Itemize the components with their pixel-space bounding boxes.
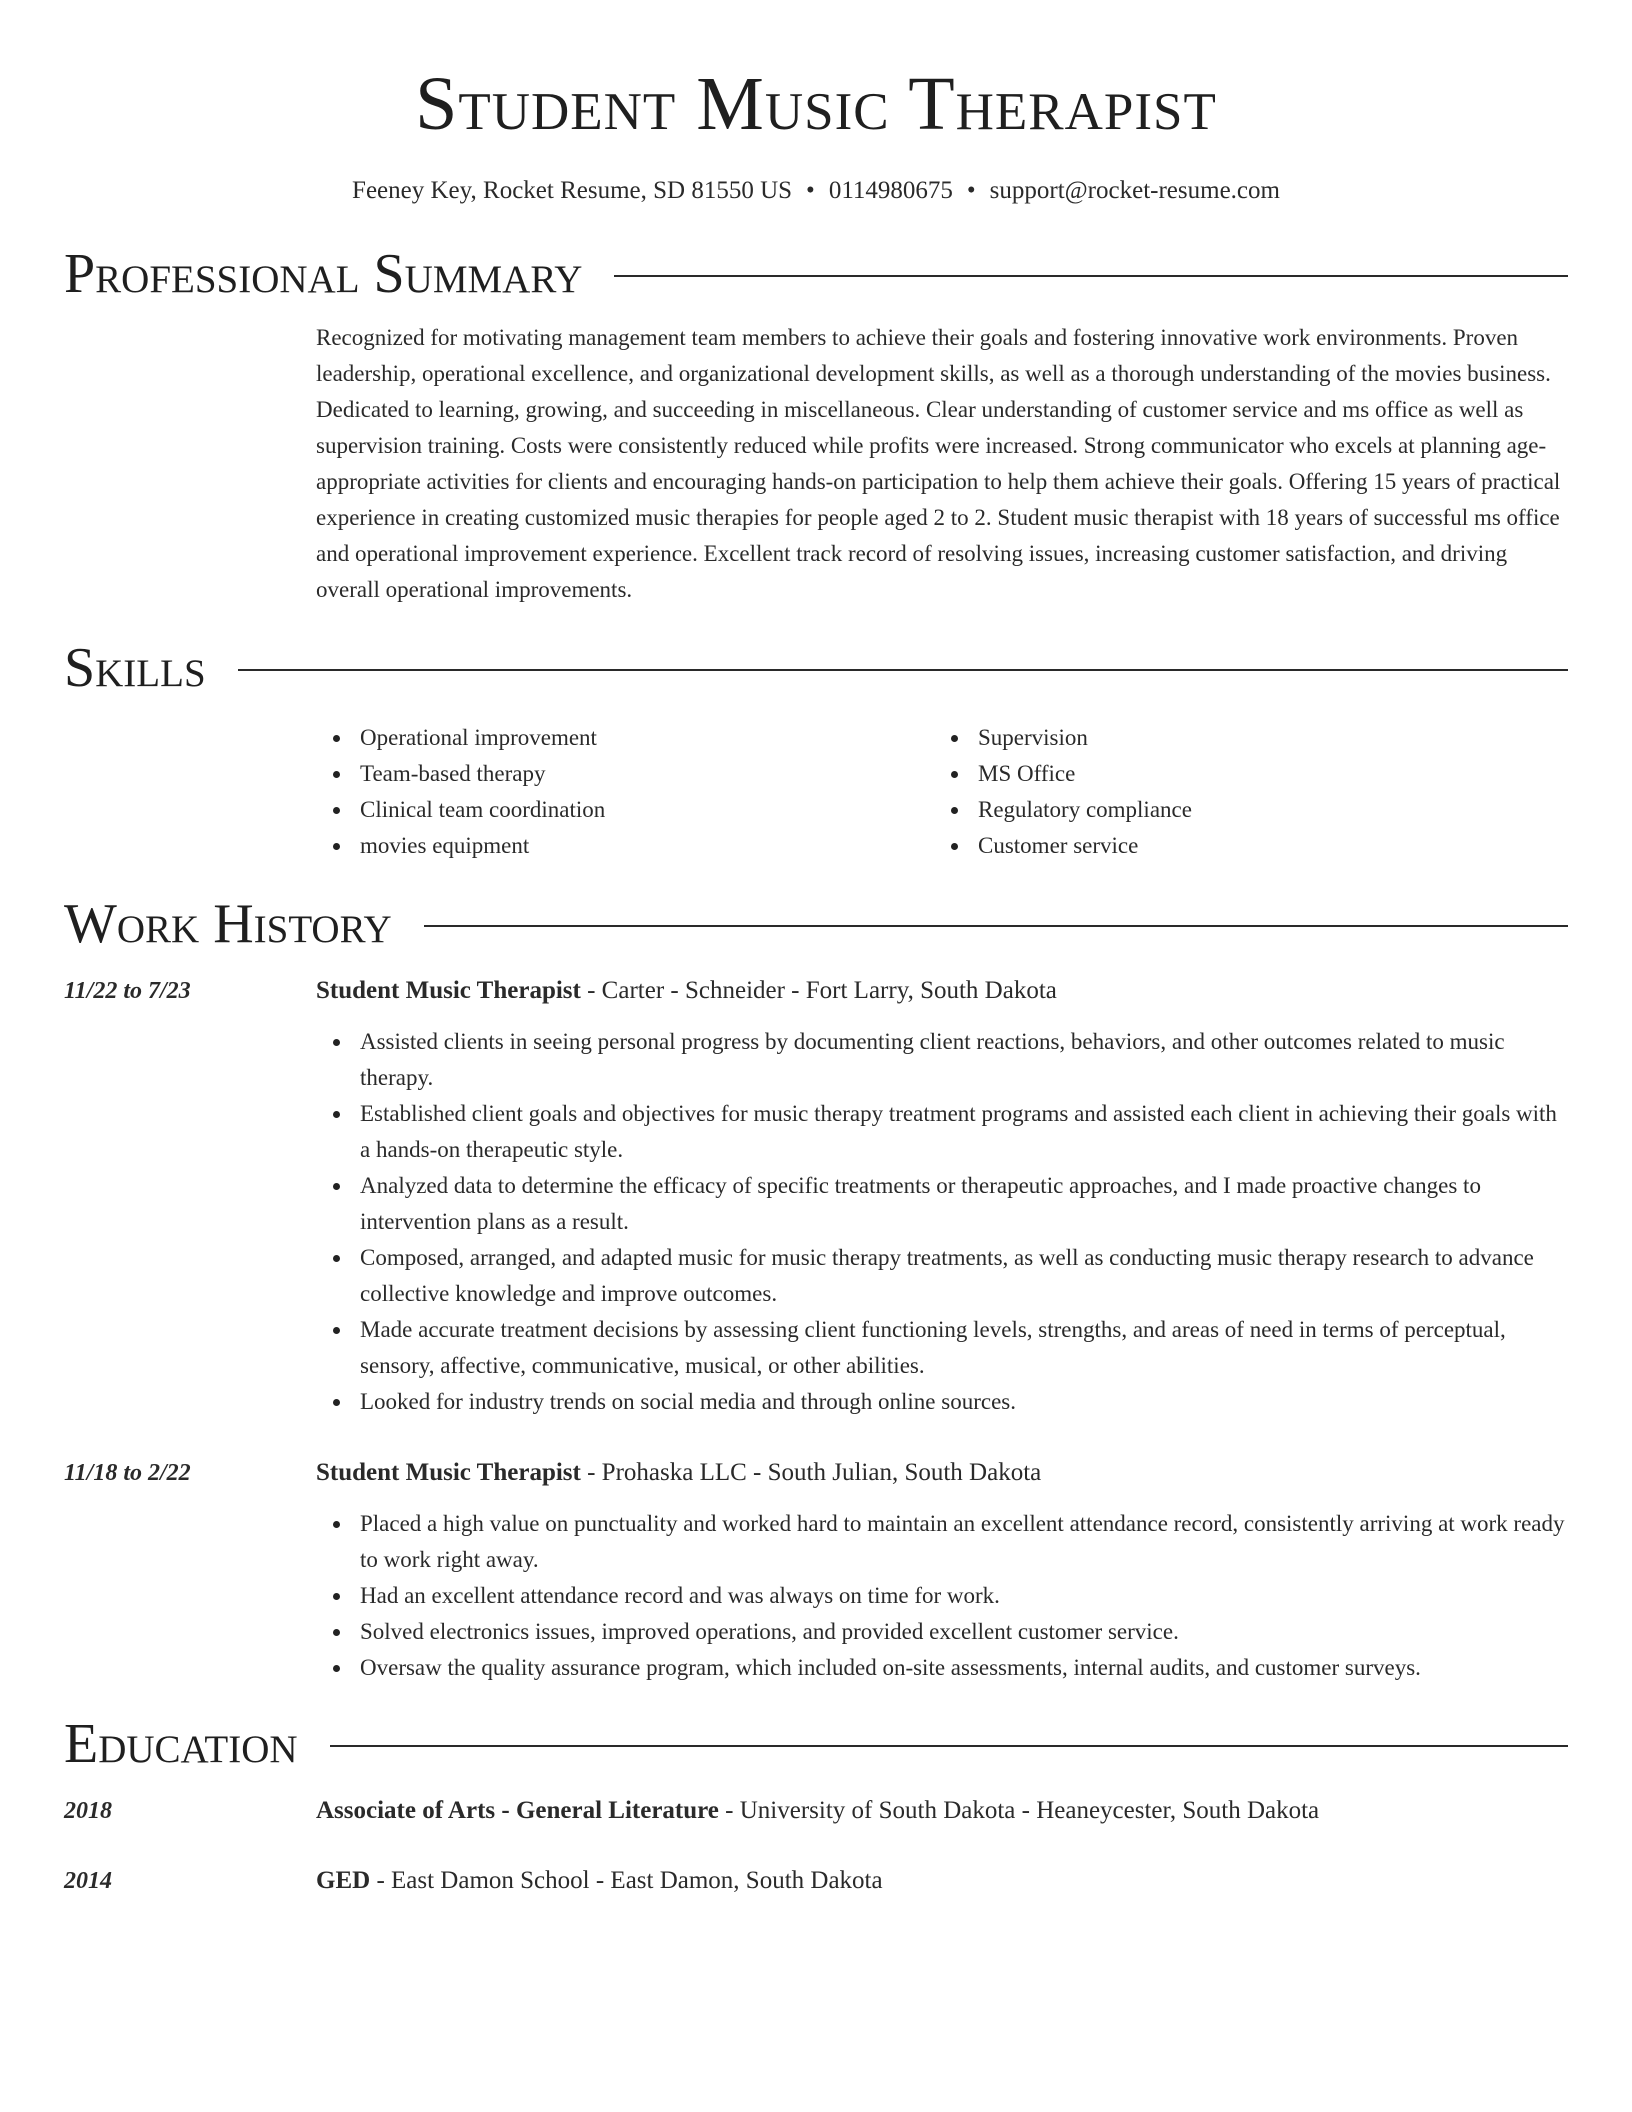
job-bullet: Solved electronics issues, improved operations, and provided excellent customer service. bbox=[316, 1614, 1568, 1650]
skills-column-right bbox=[934, 720, 1552, 864]
job-bullet: Placed a high value on punctuality and worked hard to maintain an excellent attendance record, consistently arriving at work ready to work right away. bbox=[316, 1506, 1568, 1578]
skill-item: Clinical team coordination bbox=[316, 792, 934, 828]
section-divider bbox=[614, 275, 1568, 277]
education-entry bbox=[64, 1864, 1568, 1898]
resume-page bbox=[64, 0, 1568, 1898]
summary-text: Recognized for motivating management team members to achieve their goals and fostering innovative work environments. Proven leadership, operational excellence, and organizational development skills, as well as a thorough understanding of the movies business. Dedicated to learning, growing, and succeeding in miscellaneous. Clear understanding of customer service and ms office as well as supervision training. Costs were consistently reduced while profits were increased. Strong communicator who excels at planning age-appropriate activities for clients and encouraging hands-on participation to help them achieve their goals. Offering 15 years of practical experience in creating customized music therapies for people aged 2 to 2. Student music therapist with 18 years of successful ms office and operational improvement experience. Excellent track record of resolving issues, increasing customer satisfaction, and driving overall operational improvements. bbox=[316, 325, 1561, 602]
job-title-line bbox=[316, 1456, 1568, 1490]
candidate-name: Student Music Therapist bbox=[415, 62, 1217, 146]
skill-item: movies equipment bbox=[316, 828, 934, 864]
skill-item: Supervision bbox=[934, 720, 1552, 756]
contact-email[interactable]: support@rocket-resume.com bbox=[989, 177, 1280, 204]
skill-item: Customer service bbox=[934, 828, 1552, 864]
education-heading: Education bbox=[64, 1713, 298, 1775]
section-divider bbox=[330, 1745, 1568, 1747]
job-bullet: Had an excellent attendance record and was always on time for work. bbox=[316, 1578, 1568, 1614]
job-details: - Carter - Schneider - Fort Larry, South Dakota bbox=[580, 977, 1057, 1004]
job-body bbox=[316, 974, 1568, 1420]
education-degree: GED bbox=[316, 1867, 371, 1894]
education-details: - East Damon School - East Damon, South Dakota bbox=[370, 1867, 883, 1894]
contact-phone: 0114980675 bbox=[828, 177, 953, 204]
education-year: 2018 bbox=[64, 1798, 112, 1824]
work-section-header bbox=[64, 892, 1568, 956]
job-entry bbox=[64, 974, 1568, 1420]
job-title-line bbox=[316, 974, 1568, 1008]
education-entry bbox=[64, 1794, 1568, 1828]
job-bullets bbox=[316, 1506, 1568, 1686]
job-bullets bbox=[316, 1024, 1568, 1420]
job-dates: 11/22 to 7/23 bbox=[64, 978, 191, 1004]
skill-item: MS Office bbox=[934, 756, 1552, 792]
work-heading: Work History bbox=[64, 893, 392, 955]
job-role: Student Music Therapist bbox=[316, 977, 581, 1004]
education-section-header bbox=[64, 1712, 1568, 1776]
contact-line bbox=[64, 176, 1568, 206]
job-bullet: Made accurate treatment decisions by assessing client functioning levels, strengths, and areas of need in terms of perceptual, sensory, affective, communicative, musical, or other abilities. bbox=[316, 1312, 1568, 1384]
education-degree: Associate of Arts - General Literature bbox=[316, 1797, 719, 1824]
job-bullet: Oversaw the quality assurance program, which included on-site assessments, internal audits, and customer surveys. bbox=[316, 1650, 1568, 1686]
contact-address: Feeney Key, Rocket Resume, SD 81550 US bbox=[352, 177, 793, 204]
education-body bbox=[316, 1794, 1568, 1828]
skill-item: Team-based therapy bbox=[316, 756, 934, 792]
job-bullet: Composed, arranged, and adapted music for music therapy treatments, as well as conducting music therapy research to advance collective knowledge and improve outcomes. bbox=[316, 1240, 1568, 1312]
skill-item: Operational improvement bbox=[316, 720, 934, 756]
job-role: Student Music Therapist bbox=[316, 1459, 581, 1486]
summary-section-header bbox=[64, 242, 1568, 306]
education-line bbox=[316, 1864, 1568, 1898]
job-entry bbox=[64, 1456, 1568, 1686]
skills-heading: Skills bbox=[64, 637, 206, 699]
skills-section-header bbox=[64, 636, 1568, 700]
section-divider bbox=[238, 669, 1568, 671]
job-details: - Prohaska LLC - South Julian, South Dakota bbox=[580, 1459, 1042, 1486]
job-body bbox=[316, 1456, 1568, 1686]
skills-list bbox=[316, 720, 1568, 864]
education-year: 2014 bbox=[64, 1868, 112, 1894]
education-details: - University of South Dakota - Heaneycester, South Dakota bbox=[718, 1797, 1320, 1824]
job-bullet: Analyzed data to determine the efficacy of specific treatments or therapeutic approaches, and I made proactive changes to intervention plans as a result. bbox=[316, 1168, 1568, 1240]
job-bullet: Established client goals and objectives for music therapy treatment programs and assisted each client in achieving their goals with a hands-on therapeutic style. bbox=[316, 1096, 1568, 1168]
job-bullet: Looked for industry trends on social media and through online sources. bbox=[316, 1384, 1568, 1420]
contact-separator: • bbox=[806, 177, 815, 204]
summary-heading: Professional Summary bbox=[64, 243, 583, 305]
job-bullet: Assisted clients in seeing personal progress by documenting client reactions, behaviors, and other outcomes related to music therapy. bbox=[316, 1024, 1568, 1096]
education-line bbox=[316, 1794, 1568, 1828]
education-body bbox=[316, 1864, 1568, 1898]
contact-separator: • bbox=[966, 177, 976, 204]
job-dates: 11/18 to 2/22 bbox=[64, 1460, 191, 1486]
skills-column-left bbox=[316, 720, 934, 864]
skill-item: Regulatory compliance bbox=[934, 792, 1552, 828]
section-divider bbox=[424, 925, 1568, 927]
